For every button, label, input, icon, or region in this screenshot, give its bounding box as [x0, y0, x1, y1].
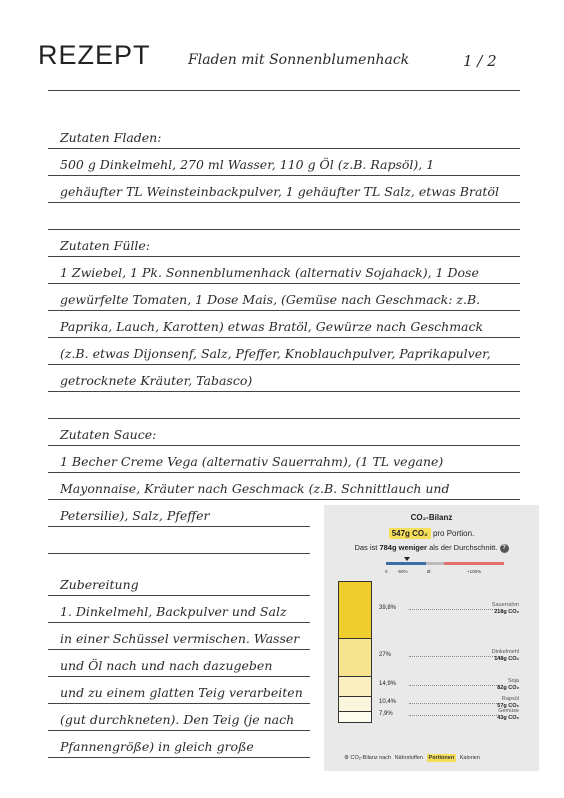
- co2-ingredient-name: Dinkelmehl: [491, 648, 519, 655]
- option-kalorien[interactable]: Kalorien: [459, 755, 480, 761]
- co2-footer: [344, 755, 482, 761]
- co2-per-portion: [324, 529, 539, 538]
- section-title-fladen: Zutaten Fladen:: [60, 130, 162, 145]
- ruled-line: [48, 622, 310, 623]
- co2-share-label: 27%: [379, 651, 392, 658]
- ruled-line: [48, 676, 310, 677]
- ruled-line: [48, 283, 520, 284]
- gear-icon[interactable]: ⚙: [344, 755, 349, 761]
- scale-tick: 0: [385, 569, 388, 574]
- ruled-line: [48, 553, 310, 554]
- ruled-line: [48, 649, 310, 650]
- ingredient-line: 1 Becher Creme Vega (alternativ Sauerrahm), (1 TL vegane): [60, 454, 444, 469]
- co2-bar-segment: [339, 582, 371, 638]
- ruled-line: [48, 595, 310, 596]
- co2-share-label: 10,4%: [379, 698, 397, 705]
- co2-comparison: [324, 543, 539, 553]
- ingredient-line: Mayonnaise, Kräuter nach Geschmack (z.B. Schnittlauch und: [60, 481, 450, 496]
- ruled-line: [48, 229, 520, 230]
- ingredient-line: gewürfelte Tomaten, 1 Dose Mais, (Gemüse nach Geschmack: z.B.: [60, 292, 481, 307]
- step-line: in einer Schüssel vermischen. Wasser: [60, 631, 300, 646]
- co2-ingredient-name: Soja: [507, 677, 519, 684]
- ruled-line: [48, 175, 520, 176]
- ruled-line: [48, 337, 520, 338]
- co2-bar-segment: [339, 676, 371, 697]
- co2-compare-value: 784g weniger: [379, 543, 427, 552]
- ingredient-line: Petersilie), Salz, Pfeffer: [60, 508, 210, 523]
- option-portionen[interactable]: Portionen: [428, 755, 455, 761]
- ruled-line: [48, 445, 520, 446]
- ruled-line: [48, 310, 520, 311]
- co2-stacked-bar: [338, 581, 372, 723]
- co2-leader-line: [409, 609, 499, 610]
- co2-per-portion-suffix: pro Portion.: [432, 529, 475, 538]
- section-title-fuelle: Zutaten Fülle:: [60, 238, 150, 253]
- co2-bar-segment: [339, 638, 371, 676]
- page-title: REZEPT: [38, 40, 151, 70]
- recipe-name: Fladen mit Sonnenblumenhack: [188, 52, 410, 68]
- co2-ingredient-value: 82g CO₂: [497, 684, 519, 691]
- co2-panel: [324, 505, 539, 771]
- scale-blue: [386, 562, 426, 565]
- co2-ingredient-value: 148g CO₂: [494, 655, 519, 662]
- co2-compare-suffix: als der Durchschnitt.: [429, 543, 498, 552]
- ruled-line: [48, 202, 520, 203]
- co2-ingredient-value: 43g CO₂: [497, 715, 519, 722]
- ruled-line: [48, 391, 520, 392]
- ruled-line: [48, 730, 310, 731]
- co2-ingredient-name: Sauerrahm: [491, 601, 519, 608]
- step-line: Pfannengröße) in gleich große: [60, 739, 254, 754]
- co2-share-label: 7,9%: [379, 711, 393, 718]
- step-line: (gut durchkneten). Den Teig (je nach: [60, 712, 295, 727]
- ruled-line: [48, 418, 520, 419]
- page-number: 1 / 2: [463, 52, 497, 70]
- scale-red: [444, 562, 504, 565]
- ruled-line: [48, 472, 520, 473]
- co2-ingredient-value: 57g CO₂: [497, 702, 519, 709]
- step-line: und Öl nach und nach dazugeben: [60, 658, 273, 673]
- co2-title: CO₂-Bilanz: [410, 513, 453, 522]
- co2-share-label: 39,8%: [379, 604, 397, 611]
- co2-leader-line: [409, 656, 499, 657]
- scale-tick: -50%: [397, 569, 408, 574]
- ruled-line: [48, 499, 520, 500]
- co2-bar-segment: [339, 696, 371, 711]
- ingredient-line: (z.B. etwas Dijonsenf, Salz, Pfeffer, Knoblauchpulver, Paprikapulver,: [60, 346, 491, 361]
- ruled-line: [48, 148, 520, 149]
- ingredient-line: 1 Zwiebel, 1 Pk. Sonnenblumenhack (alternativ Sojahack), 1 Dose: [60, 265, 479, 280]
- section-title-sauce: Zutaten Sauce:: [60, 427, 157, 442]
- step-line: und zu einem glatten Teig verarbeiten: [60, 685, 303, 700]
- ingredient-line: gehäufter TL Weinsteinbackpulver, 1 gehäufter TL Salz, etwas Bratöl: [60, 184, 499, 199]
- help-icon[interactable]: ?: [500, 544, 509, 553]
- header-rule: [48, 90, 520, 91]
- co2-leader-line: [409, 715, 499, 716]
- step-line: 1. Dinkelmehl, Backpulver und Salz: [60, 604, 287, 619]
- ruled-line: [48, 703, 310, 704]
- footer-prefix: CO₂-Bilanz nach: [350, 755, 392, 761]
- option-naehrstoffe[interactable]: Nährstoffen: [394, 755, 423, 761]
- scale-tick: +100%: [467, 569, 482, 574]
- co2-share-label: 14,9%: [379, 680, 397, 687]
- ingredient-line: getrocknete Kräuter, Tabasco): [60, 373, 253, 388]
- co2-leader-line: [409, 703, 499, 704]
- section-title-zubereitung: Zubereitung: [60, 577, 139, 592]
- co2-compare-prefix: Das ist: [354, 543, 378, 552]
- scale-tick: Ø: [427, 569, 431, 574]
- co2-bar-segment: [339, 711, 371, 722]
- co2-leader-line: [409, 685, 499, 686]
- ruled-line: [48, 364, 520, 365]
- ingredient-line: Paprika, Lauch, Karotten) etwas Bratöl, Gewürze nach Geschmack: [60, 319, 484, 334]
- co2-per-portion-value: 547g CO₂: [389, 528, 431, 539]
- scale-marker-icon: [404, 557, 410, 561]
- co2-ingredient-name: Rapsöl: [501, 695, 519, 702]
- ruled-line: [48, 526, 310, 527]
- ingredient-line: 500 g Dinkelmehl, 270 ml Wasser, 110 g Öl (z.B. Rapsöl), 1: [60, 157, 435, 172]
- co2-ingredient-name: Gemüse: [498, 708, 519, 715]
- co2-ingredient-value: 218g CO₂: [494, 608, 519, 615]
- scale-grey: [426, 562, 444, 565]
- ruled-line: [48, 757, 310, 758]
- ruled-line: [48, 256, 520, 257]
